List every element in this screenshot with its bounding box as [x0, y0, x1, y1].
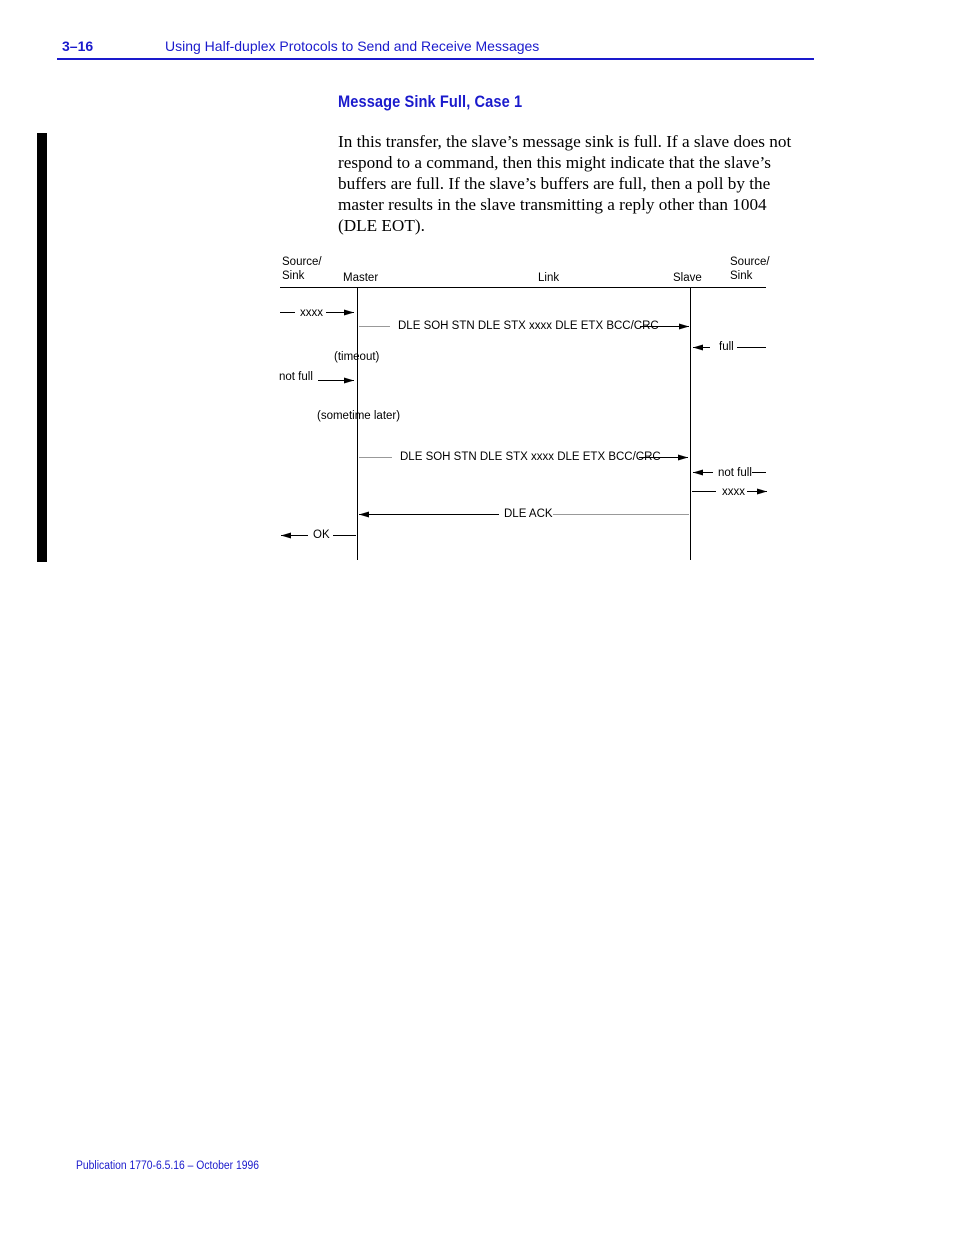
msg-timeout: (timeout): [334, 351, 380, 363]
sequence-diagram: [270, 248, 780, 568]
label-source-sink-right-1: Source/: [730, 256, 770, 268]
page-number: 3–16: [62, 38, 94, 54]
msg-xxxx-out: xxxx: [722, 486, 745, 498]
msg-dle-ack: DLE ACK: [504, 508, 553, 520]
label-source-sink-left-2: Sink: [282, 270, 305, 282]
publication-footer: Publication 1770-6.5.16 – October 1996: [76, 1160, 259, 1172]
msg-frame-1: DLE SOH STN DLE STX xxxx DLE ETX BCC/CRC: [398, 320, 659, 332]
msg-frame-2: DLE SOH STN DLE STX xxxx DLE ETX BCC/CRC: [400, 451, 661, 463]
msg-not-full-left: not full: [279, 371, 313, 383]
header-rule: [57, 58, 814, 60]
section-title: Message Sink Full, Case 1: [338, 92, 523, 111]
msg-full: full: [719, 341, 734, 353]
revision-change-bar: [37, 133, 47, 562]
label-source-sink-left-1: Source/: [282, 256, 322, 268]
label-link: Link: [538, 272, 560, 284]
running-header-title: Using Half-duplex Protocols to Send and Receive Messages: [165, 38, 540, 54]
label-source-sink-right-2: Sink: [730, 270, 753, 282]
msg-xxxx-in: xxxx: [300, 307, 323, 319]
label-master: Master: [343, 272, 379, 284]
msg-sometime-later: (sometime later): [317, 410, 401, 422]
label-slave: Slave: [673, 272, 702, 284]
msg-not-full-right: not full: [718, 467, 752, 479]
msg-ok: OK: [313, 529, 330, 541]
body-paragraph: In this transfer, the slave’s message sink is full. If a slave does not respond to a command, then this might indicate that the slave’s buffers are full. If the slave’s buffers are full, then a poll by the master results in the slave transmitting a reply other than 1004 (DLE EOT).: [338, 132, 792, 235]
